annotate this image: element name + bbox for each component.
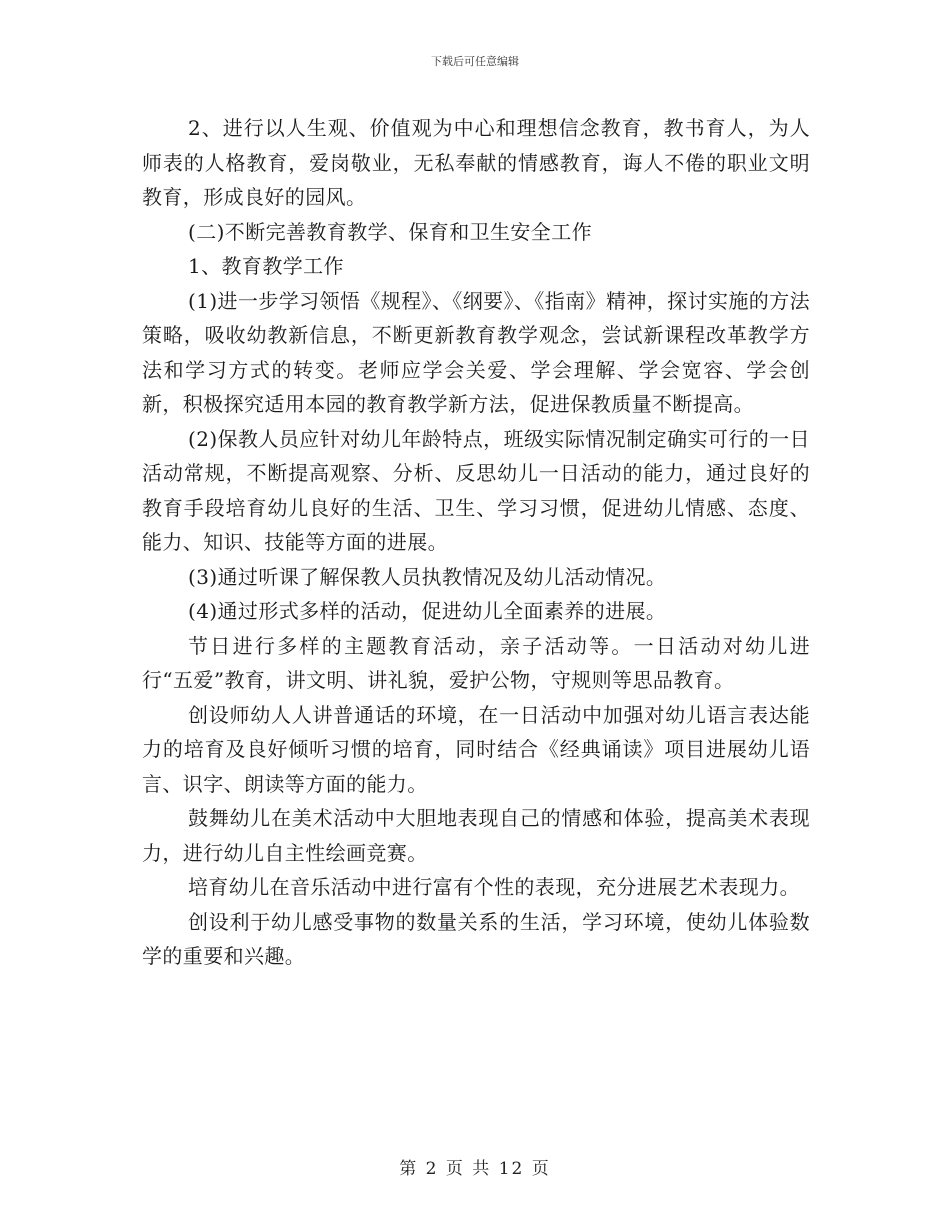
page-number-footer: 第 2 页 共 12 页 xyxy=(399,1159,551,1179)
section-heading: (二)不断完善教育教学、保育和卫生安全工作 xyxy=(188,219,593,244)
page-header-note: 下载后可任意编辑 xyxy=(431,55,519,68)
paragraph-item: 2、进行以人生观、价值观为中心和理想信念教育，教书育人，为人师表的人格教育，爱岗敬业，无私奉献的情感教育，诲人不倦的职业文明教育，形成良好的园风。 xyxy=(142,116,810,209)
paragraph-item: (4)通过形式多样的活动，促进幼儿全面素养的进展。 xyxy=(188,599,667,623)
paragraph-item: 培育幼儿在音乐活动中进行富有个性的表现，充分进展艺术表现力。 xyxy=(188,875,800,899)
document-body xyxy=(142,111,810,974)
paragraph-item: 创设利于幼儿感受事物的数量关系的生活，学习环境，使幼儿体验数学的重要和兴趣。 xyxy=(142,909,810,968)
paragraph-item: 鼓舞幼儿在美术活动中大胆地表现自己的情感和体验，提高美术表现力，进行幼儿自主性绘画竞赛。 xyxy=(142,806,810,865)
paragraph-item: 节日进行多样的主题教育活动，亲子活动等。一日活动对幼儿进行“五爱”教育，讲文明、讲礼貌，爱护公物，守规则等思品教育。 xyxy=(142,633,810,692)
subsection-heading: 1、教育教学工作 xyxy=(188,254,344,278)
paragraph-item: (1)进一步学习领悟《规程》、《纲要》、《指南》精神，探讨实施的方法策略，吸收幼教新信息，不断更新教育教学观念，尝试新课程改革教学方法和学习方式的转变。老师应学会关爱、学会理解、学会宽容、学会创新，积极探究适用本园的教育教学新方法，促进保教质量不断提高。 xyxy=(142,288,810,416)
paragraph-item: (3)通过听课了解保教人员执教情况及幼儿活动情况。 xyxy=(188,564,667,589)
paragraph-item: (2)保教人员应针对幼儿年龄特点，班级实际情况制定确实可行的一日活动常规，不断提高观察、分析、反思幼儿一日活动的能力，通过良好的教育手段培育幼儿良好的生活、卫生、学习习惯，促进幼儿情感、态度、能力、知识、技能等方面的进展。 xyxy=(142,426,810,554)
paragraph-item: 创设师幼人人讲普通话的环境，在一日活动中加强对幼儿语言表达能力的培育及良好倾听习惯的培育，同时结合《经典诵读》项目进展幼儿语言、识字、朗读等方面的能力。 xyxy=(142,702,810,796)
